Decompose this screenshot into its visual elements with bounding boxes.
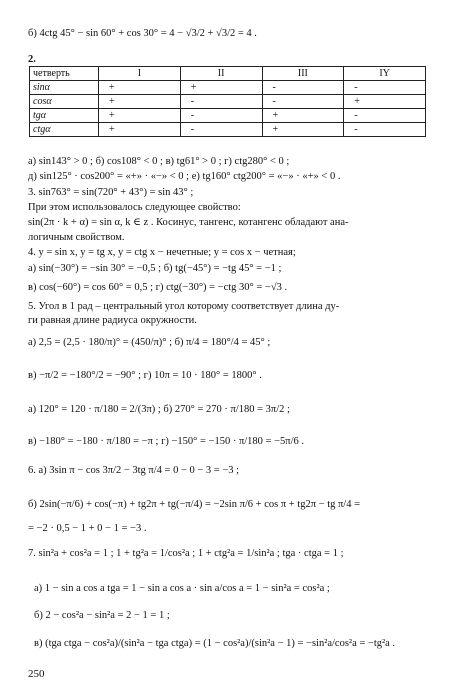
line-7b: б) 2 − cos²a − sin²a = 2 − 1 = 1 ; [34, 610, 170, 621]
row-label: tgα [30, 109, 99, 123]
line-5-cont: ги равная длине радиуса окружности. [28, 315, 197, 326]
table-cell: - [344, 81, 426, 95]
header-cell: I [99, 67, 181, 81]
table-cell: - [180, 123, 262, 137]
line-3-para1: При этом использовалось следующее свойство: [28, 202, 241, 213]
line-7c: в) (tga ctga − cos²a)/(sin²a − tga ctga) = (1 − cos²a)/(sin²a − 1) = −sin²a/cos²a = −tg²a . [34, 638, 396, 649]
header-cell: III [262, 67, 344, 81]
line-5d: в) −180° = −180 · π/180 = −π ; г) −150° = −150 · π/180 = −5π/6 . [28, 436, 304, 447]
table-cell: - [180, 95, 262, 109]
header-cell: четверть [30, 67, 99, 81]
table-cell: - [344, 109, 426, 123]
table-header-row [30, 67, 426, 81]
line-2-part1: а) sin143° > 0 ; б) cos108° < 0 ; в) tg61° > 0 ; г) ctg280° < 0 ; [28, 156, 290, 167]
row-label: cosα [30, 95, 99, 109]
line-4a: а) sin(−30°) = −sin 30° = −0,5 ; б) tg(−45°) = −tg 45° = −1 ; [28, 263, 282, 274]
table-row [30, 123, 426, 137]
line-3-para3: логичным свойством. [28, 232, 125, 243]
table-cell: + [344, 95, 426, 109]
line-6b: б) 2sin(−π/6) + cos(−π) + tg2π + tg(−π/4) = −2sin π/6 + cos π + tg2π − tg π/4 = [28, 499, 361, 510]
header-cell: IY [344, 67, 426, 81]
section-2-title: 2. [28, 54, 36, 65]
line-b0: б) 4ctg 45° − sin 60° + cos 30° = 4 − √3/2 + √3/2 = 4 . [28, 28, 257, 39]
table-cell: + [262, 123, 344, 137]
table-cell: - [262, 95, 344, 109]
table-cell: + [99, 123, 181, 137]
table-cell: + [99, 81, 181, 95]
table-cell: + [99, 95, 181, 109]
line-2-part2: д) sin125° · cos200° = «+» · «−» < 0 ; е) tg160° ctg200° = «−» · «+» < 0 . [28, 171, 341, 182]
table-cell: + [99, 109, 181, 123]
row-label: sinα [30, 81, 99, 95]
line-7a: а) 1 − sin a cos a tga = 1 − sin a cos a · sin a/cos a = 1 − sin²a = cos²a ; [34, 583, 330, 594]
table-row [30, 81, 426, 95]
line-6c: = −2 · 0,5 − 1 + 0 − 1 = −3 . [28, 523, 147, 534]
line-5a: а) 2,5 = (2,5 · 180/π)° = (450/π)° ; б) π/4 = 180°/4 = 45° ; [28, 337, 271, 348]
header-cell: II [180, 67, 262, 81]
table-row [30, 109, 426, 123]
table-cell: + [180, 81, 262, 95]
section-7: 7. sin²a + cos²a = 1 ; 1 + tg²a = 1/cos²a ; 1 + ctg²a = 1/sin²a ; tga · ctga = 1 ; [28, 548, 344, 559]
line-4b: в) cos(−60°) = cos 60° = 0,5 ; г) ctg(−30°) = −ctg 30° = −√3 . [28, 282, 288, 293]
page-number: 250 [28, 668, 45, 680]
line-3-para2: sin(2π · k + α) = sin α, k ∈ z . Косинус, тангенс, котангенс обладают ана- [28, 217, 349, 228]
table-cell: + [262, 109, 344, 123]
section-4: 4. y = sin x, y = tg x, y = ctg x − нечетные; y = cos x − четная; [28, 247, 296, 258]
section-3: 3. sin763° = sin(720° + 43°) = sin 43° ; [28, 187, 194, 198]
line-5b: в) −π/2 = −180°/2 = −90° ; г) 10π = 10 · 180° = 1800° . [28, 370, 262, 381]
table-cell: - [262, 81, 344, 95]
table-row [30, 95, 426, 109]
table-cell: - [344, 123, 426, 137]
row-label: ctgα [30, 123, 99, 137]
quarter-sign-table [29, 66, 426, 137]
line-5c: а) 120° = 120 · π/180 = 2/(3π) ; б) 270° = 270 · π/180 = 3π/2 ; [28, 404, 290, 415]
section-6: 6. а) 3sin π − cos 3π/2 − 3tg π/4 = 0 − 0 − 3 = −3 ; [28, 465, 240, 476]
table-cell: - [180, 109, 262, 123]
section-5: 5. Угол в 1 рад – центральный угол которому соответствует длина ду- [28, 301, 340, 312]
